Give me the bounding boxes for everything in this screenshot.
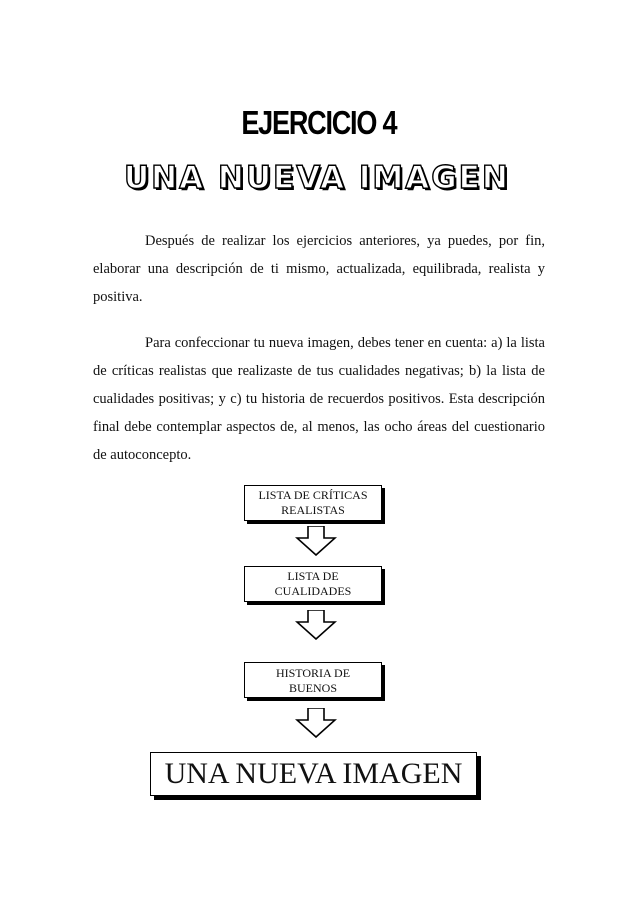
flow-box-line — [277, 696, 348, 697]
flow-box-line: REALISTAS — [281, 503, 345, 517]
down-arrow-icon — [295, 526, 337, 556]
down-arrow-icon — [295, 708, 337, 738]
intro-paragraph: Después de realizar los ejercicios anteriores, ya puedes, por fin, elaborar una descripción de ti mismo, actualizada, equilibrada, realista y positiva. — [93, 233, 545, 305]
flow-box-line: BUENOS — [288, 681, 337, 695]
flow-box-line: LISTA DE CRÍTICAS — [258, 488, 368, 502]
instructions-paragraph: Para confeccionar tu nueva imagen, debes tener en cuenta: a) la lista de críticas realistas que realizaste de tus cualidades negativas; b) la lista de cualidades positivas; y c) tu historia de recuerdos positivos. Esta descripción final debe contemplar aspectos de, al menos, las ocho áreas del cuestionario de autoconcepto. — [93, 335, 545, 463]
flow-box-line: HISTORIA DE — [275, 666, 351, 680]
down-arrow-icon — [295, 610, 337, 640]
result-box-new-image: UNA NUEVA IMAGEN — [150, 752, 477, 796]
flow-box-critical-list — [244, 485, 382, 521]
flow-box-line: LISTA DE — [287, 569, 339, 583]
flow-box-qualities-list — [244, 566, 382, 602]
page-subtitle: UNA NUEVA IMAGEN — [124, 160, 510, 196]
flow-box-memories-history — [244, 662, 382, 698]
flow-box-line: CUALIDADES — [274, 584, 352, 598]
exercise-title: EJERCICIO 4 — [241, 104, 397, 141]
